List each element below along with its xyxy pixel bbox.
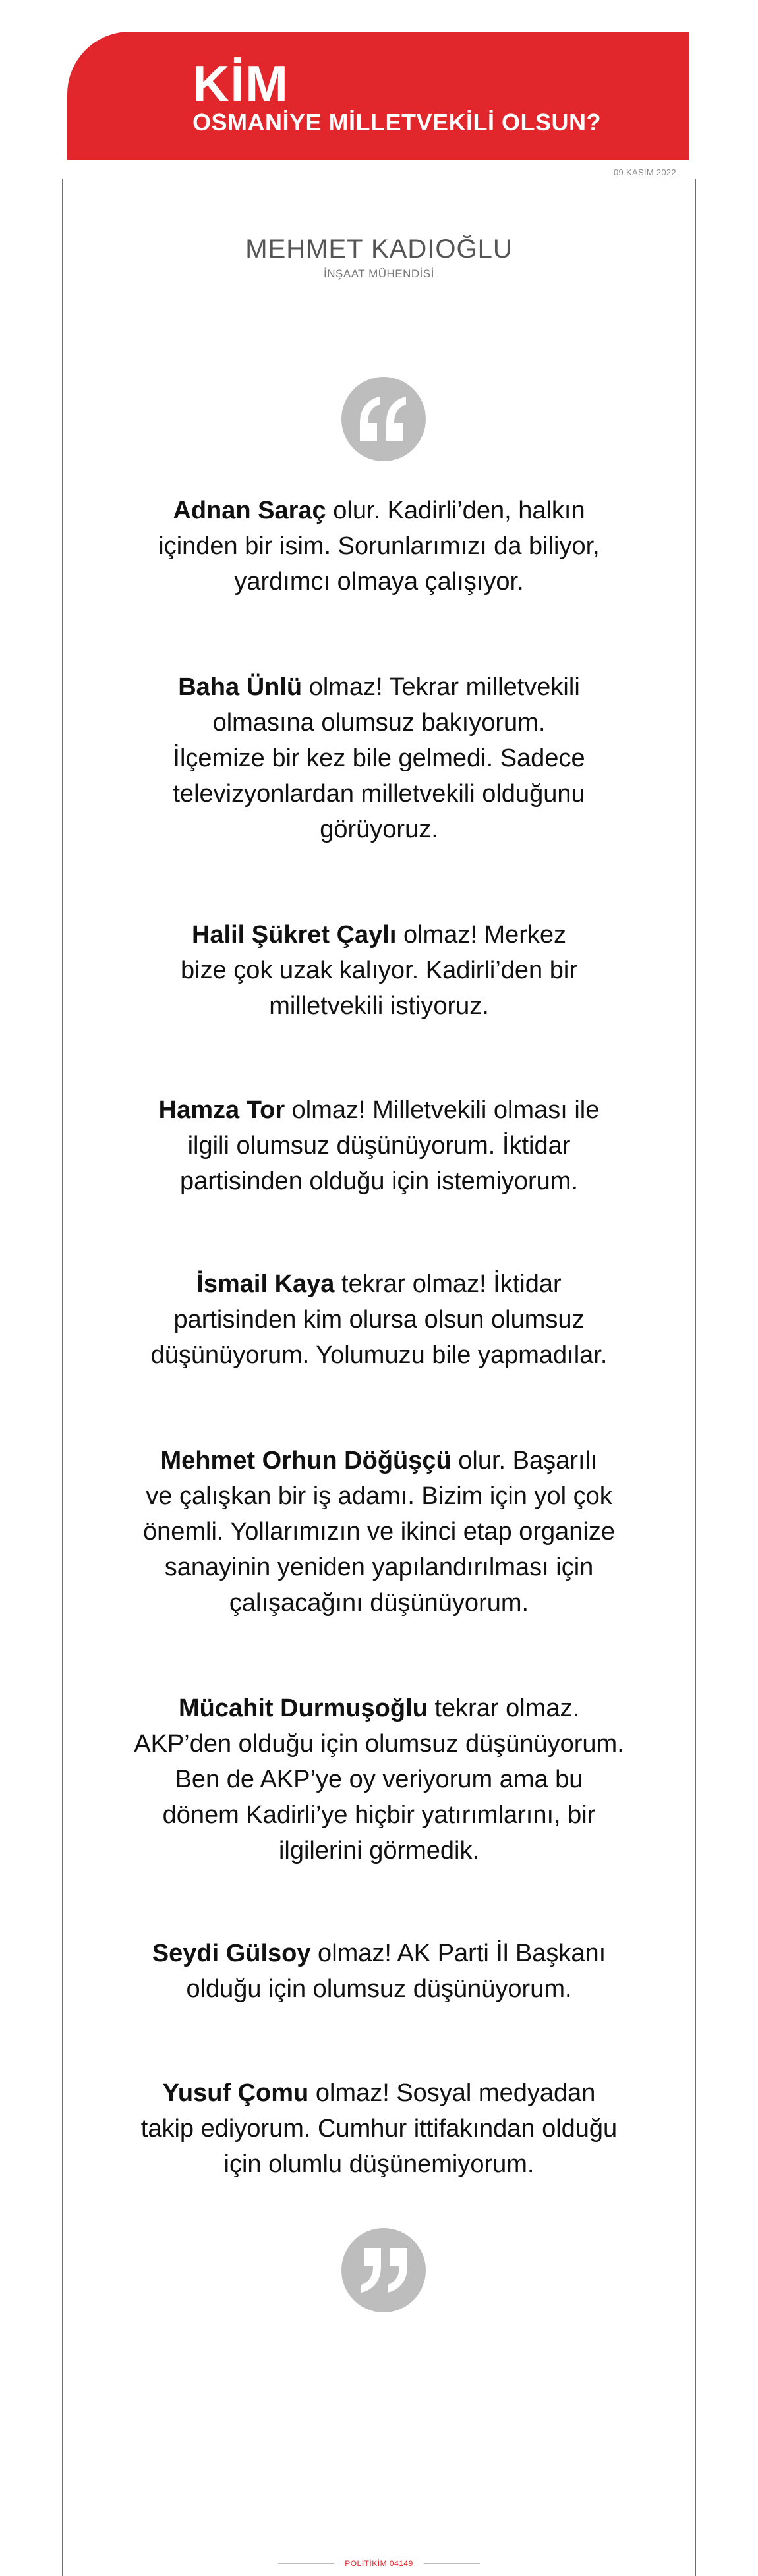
opinion-entry [115, 493, 643, 600]
opinion-text: çalışacağını düşünüyorum. [229, 1589, 529, 1617]
opinion-text: dönem Kadirli’ye hiçbir yatırımlarını, bir [162, 1801, 596, 1829]
opinion-text: AKP’den olduğu için olumsuz düşünüyorum. [134, 1730, 624, 1758]
publish-date: 09 KASIM 2022 [614, 167, 676, 177]
footer-label: POLİTİKİM 04149 [345, 2559, 413, 2568]
person-name: Hamza Tor [158, 1096, 285, 1124]
opinion-entry [115, 1936, 643, 2007]
opinion-entry [115, 1691, 643, 1868]
opinion-text: tekrar olmaz! İktidar [334, 1270, 562, 1298]
person-name: Baha Ünlü [178, 673, 303, 701]
footer-rule-left [278, 2563, 334, 2564]
opinion-text: televizyonlardan milletvekili olduğunu [173, 780, 585, 808]
opinion-entry [115, 1443, 643, 1621]
opinion-text: olmaz! AK Parti İl Başkanı [310, 1940, 606, 1967]
opinion-text: bize çok uzak kalıyor. Kadirli’den bir [181, 957, 577, 984]
opinion-text: milletvekili istiyoruz. [269, 992, 489, 1020]
opinion-text: olur. Başarılı [451, 1447, 598, 1474]
opinion-text: Ben de AKP’ye oy veriyorum ama bu [175, 1766, 583, 1793]
author-role: İNŞAAT MÜHENDİSİ [324, 267, 434, 280]
opinion-text: yardımcı olmaya çalışıyor. [234, 568, 524, 596]
page-footer [0, 2559, 758, 2568]
person-name: İsmail Kaya [196, 1270, 335, 1298]
opinion-text: içinden bir isim. Sorunlarımızı da biliyor, [158, 532, 600, 560]
opinion-entry [115, 1266, 643, 1373]
opinion-entry [115, 917, 643, 1024]
opinion-text: ve çalışkan bir iş adamı. Bizim için yol çok [146, 1482, 612, 1510]
opinion-text: sanayinin yeniden yapılandırılması için [164, 1554, 594, 1581]
person-name: Adnan Saraç [173, 497, 326, 524]
person-name: Mücahit Durmuşoğlu [178, 1694, 428, 1722]
opinion-text: tekrar olmaz. [427, 1694, 580, 1722]
left-border-line [62, 179, 63, 2576]
opinion-text: olmaz! Tekrar milletvekili [302, 673, 580, 701]
opinion-text: olmaz! Sosyal medyadan [308, 2079, 596, 2107]
opinion-text: önemli. Yollarımızın ve ikinci etap organize [142, 1518, 616, 1546]
opinion-text: ilgilerini görmedik. [278, 1837, 480, 1864]
header-banner [67, 32, 689, 160]
footer-rule-right [424, 2563, 480, 2564]
opinion-entry [115, 1092, 643, 1199]
opinion-text: olmasına olumsuz bakıyorum. [212, 709, 546, 737]
opinion-text: olduğu için olumsuz düşünüyorum. [186, 1975, 572, 2003]
person-name: Halil Şükret Çaylı [191, 921, 397, 949]
opinion-text: partisinden kim olursa olsun olumsuz [173, 1306, 585, 1333]
page-title: KİM [192, 55, 289, 113]
right-border-line [695, 179, 696, 2576]
opinion-text: olmaz! Milletvekili olması ile [285, 1096, 600, 1124]
opening-quote-icon [341, 377, 426, 461]
opinion-text: İlçemize bir kez bile gelmedi. Sadece [173, 744, 585, 772]
person-name: Mehmet Orhun Döğüşçü [160, 1447, 452, 1474]
opinion-entry [115, 2075, 643, 2182]
opinion-text: partisinden olduğu için istemiyorum. [179, 1167, 579, 1195]
opinion-entry [115, 669, 643, 847]
opinion-text: olmaz! Merkez [396, 921, 567, 949]
page-subtitle: OSMANİYE MİLLETVEKİLİ OLSUN? [192, 109, 602, 136]
byline [0, 236, 758, 281]
opinion-text: ilgili olumsuz düşünüyorum. İktidar [187, 1132, 571, 1160]
author-name: MEHMET KADIOĞLU [245, 235, 513, 264]
opinion-text: takip ediyorum. Cumhur ittifakından olduğu [140, 2115, 618, 2142]
person-name: Yusuf Çomu [162, 2079, 309, 2107]
person-name: Seydi Gülsoy [152, 1940, 311, 1967]
opinion-text: olur. Kadirli’den, halkın [326, 497, 585, 524]
opinion-text: düşünüyorum. Yolumuzu bile yapmadılar. [150, 1341, 608, 1369]
opinion-text: için olumlu düşünemiyorum. [223, 2150, 535, 2178]
opinion-text: görüyoruz. [320, 816, 438, 843]
closing-quote-icon [341, 2228, 426, 2312]
